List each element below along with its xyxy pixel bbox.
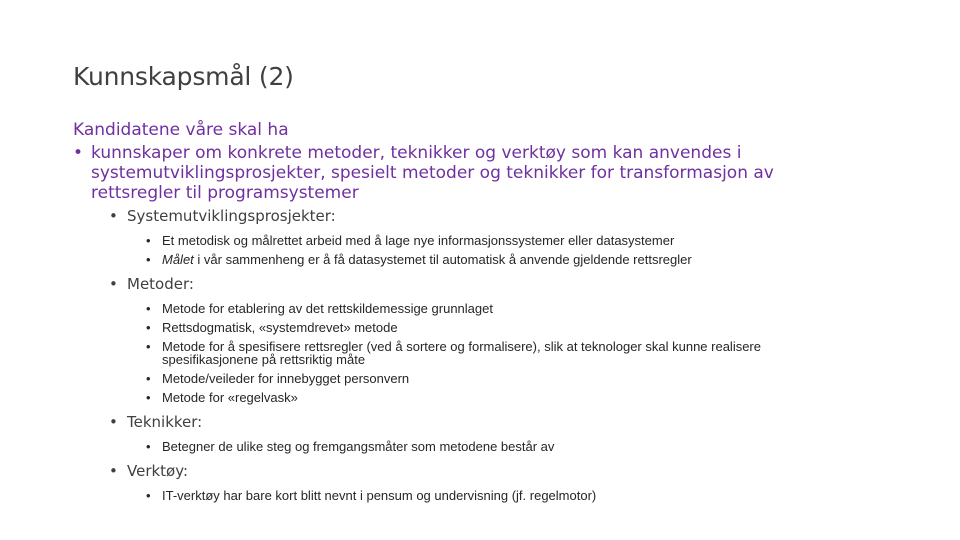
list-item: • Metode for «regelvask» [146,390,298,405]
section-heading-verktoy: • Verktøy: [109,462,189,480]
bullet-icon: • [146,320,151,335]
main-bullet [73,143,893,203]
bullet-icon: • [73,143,84,163]
section-heading-teknikker: • Teknikker: [109,413,203,431]
slide-body [73,120,893,502]
bullet-icon: • [109,413,118,431]
bullet-icon: • [146,252,151,267]
main-bullet-line: rettsregler til programsystemer [91,183,359,203]
list-item: • Målet i vår sammenheng er å få datasystemet til automatisk å anvende gjeldende rettsregler [146,252,692,267]
main-bullet-line: systemutviklingsprosjekter, spesielt metoder og teknikker for transformasjon av [91,163,774,183]
section-heading-systemutvikling: • Systemutviklingsprosjekter: [109,207,336,225]
bullet-icon: • [146,371,151,386]
slide-title: Kunnskapsmål (2) [73,62,294,91]
bullet-icon: • [146,339,151,354]
bullet-icon: • [146,488,151,503]
list-item: • Metode for etablering av det rettskildemessige grunnlaget [146,301,493,316]
section-heading-metoder: • Metoder: [109,275,194,293]
list-item: • Et metodisk og målrettet arbeid med å lage nye informasjonssystemer eller datasystemer [146,233,675,248]
main-bullet-line: kunnskaper om konkrete metoder, teknikker og verktøy som kan anvendes i [91,143,742,163]
emphasis-text: Målet [162,252,194,267]
bullet-icon: • [146,301,151,316]
bullet-icon: • [146,439,151,454]
bullet-icon: • [109,275,118,293]
list-item: • Betegner de ulike steg og fremgangsmåter som metodene består av [146,439,555,454]
list-item: • Metode/veileder for innebygget personvern [146,371,410,386]
bullet-icon: • [109,207,118,225]
bullet-icon: • [109,462,118,480]
bullet-icon: • [146,390,151,405]
list-item: • IT-verktøy har bare kort blitt nevnt i pensum og undervisning (jf. regelmotor) [146,488,597,503]
bullet-icon: • [146,233,151,248]
list-item: • Rettsdogmatisk, «systemdrevet» metode [146,320,398,335]
list-item: • Metode for å spesifisere rettsregler (ved å sortere og formalisere), slik at teknologer skal kunne realisere spesifikasjonene på rettsriktig måte [146,339,761,367]
intro-text: Kandidatene våre skal ha [73,120,289,140]
